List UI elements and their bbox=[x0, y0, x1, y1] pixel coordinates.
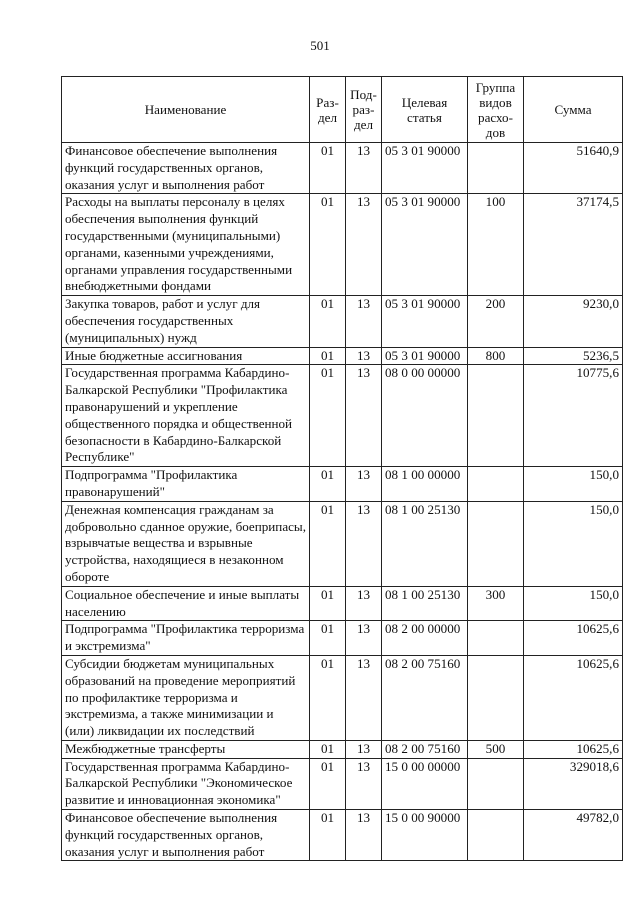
cell-group bbox=[468, 758, 524, 809]
table-row bbox=[62, 467, 623, 502]
header-podrazdel: Под- раз- дел bbox=[346, 77, 382, 143]
table-row bbox=[62, 621, 623, 656]
cell-name: Подпрограмма "Профилактика терроризма и экстремизма" bbox=[62, 621, 310, 656]
cell-group bbox=[468, 365, 524, 467]
cell-razdel: 01 bbox=[310, 347, 346, 365]
table-row bbox=[62, 810, 623, 861]
cell-summa: 150,0 bbox=[524, 586, 623, 621]
page-number: 501 bbox=[310, 38, 330, 53]
cell-summa: 49782,0 bbox=[524, 810, 623, 861]
cell-name: Социальное обеспечение и иные выплаты населению bbox=[62, 586, 310, 621]
cell-podrazdel: 13 bbox=[346, 810, 382, 861]
cell-summa: 10775,6 bbox=[524, 365, 623, 467]
cell-summa: 10625,6 bbox=[524, 740, 623, 758]
cell-statya: 08 2 00 75160 bbox=[382, 740, 468, 758]
cell-statya: 08 2 00 00000 bbox=[382, 621, 468, 656]
cell-razdel: 01 bbox=[310, 467, 346, 502]
cell-podrazdel: 13 bbox=[346, 194, 382, 296]
cell-razdel: 01 bbox=[310, 655, 346, 740]
cell-group bbox=[468, 143, 524, 194]
cell-podrazdel: 13 bbox=[346, 655, 382, 740]
cell-group: 100 bbox=[468, 194, 524, 296]
cell-statya: 08 1 00 25130 bbox=[382, 586, 468, 621]
cell-name: Подпрограмма "Профилактика правонарушений" bbox=[62, 467, 310, 502]
header-group: Группа видов расхо- дов bbox=[468, 77, 524, 143]
cell-summa: 51640,9 bbox=[524, 143, 623, 194]
table-row bbox=[62, 296, 623, 347]
table-row bbox=[62, 347, 623, 365]
cell-razdel: 01 bbox=[310, 296, 346, 347]
cell-podrazdel: 13 bbox=[346, 586, 382, 621]
cell-group: 300 bbox=[468, 586, 524, 621]
cell-razdel: 01 bbox=[310, 501, 346, 586]
cell-statya: 05 3 01 90000 bbox=[382, 194, 468, 296]
cell-summa: 5236,5 bbox=[524, 347, 623, 365]
cell-summa: 37174,5 bbox=[524, 194, 623, 296]
cell-razdel: 01 bbox=[310, 740, 346, 758]
cell-name: Расходы на выплаты персоналу в целях обеспечения выполнения функций государственными (муниципальными) органами, казенными учреждениями, органами управления государственными внебюджетными фондами bbox=[62, 194, 310, 296]
cell-summa: 10625,6 bbox=[524, 655, 623, 740]
cell-summa: 9230,0 bbox=[524, 296, 623, 347]
cell-podrazdel: 13 bbox=[346, 758, 382, 809]
cell-statya: 05 3 01 90000 bbox=[382, 347, 468, 365]
cell-podrazdel: 13 bbox=[346, 621, 382, 656]
cell-group bbox=[468, 467, 524, 502]
cell-summa: 10625,6 bbox=[524, 621, 623, 656]
cell-razdel: 01 bbox=[310, 365, 346, 467]
header-name: Наименование bbox=[62, 77, 310, 143]
table-row bbox=[62, 143, 623, 194]
cell-podrazdel: 13 bbox=[346, 501, 382, 586]
cell-podrazdel: 13 bbox=[346, 740, 382, 758]
header-razdel: Раз- дел bbox=[310, 77, 346, 143]
cell-razdel: 01 bbox=[310, 758, 346, 809]
cell-name: Межбюджетные трансферты bbox=[62, 740, 310, 758]
cell-name: Закупка товаров, работ и услуг для обеспечения государственных (муниципальных) нужд bbox=[62, 296, 310, 347]
cell-name: Субсидии бюджетам муниципальных образований на проведение мероприятий по профилактике терроризма и экстремизма, а также минимизации и (или) ликвидации их последствий bbox=[62, 655, 310, 740]
table-row bbox=[62, 655, 623, 740]
table-row bbox=[62, 194, 623, 296]
cell-razdel: 01 bbox=[310, 586, 346, 621]
budget-table bbox=[61, 76, 623, 861]
cell-group: 200 bbox=[468, 296, 524, 347]
table-row bbox=[62, 758, 623, 809]
cell-razdel: 01 bbox=[310, 194, 346, 296]
cell-group: 800 bbox=[468, 347, 524, 365]
cell-statya: 08 1 00 00000 bbox=[382, 467, 468, 502]
cell-statya: 05 3 01 90000 bbox=[382, 296, 468, 347]
cell-podrazdel: 13 bbox=[346, 365, 382, 467]
cell-razdel: 01 bbox=[310, 143, 346, 194]
table-row bbox=[62, 586, 623, 621]
table-row bbox=[62, 501, 623, 586]
cell-razdel: 01 bbox=[310, 810, 346, 861]
table-row bbox=[62, 740, 623, 758]
cell-name: Государственная программа Кабардино-Балкарской Республики "Экономическое развитие и инновационная экономика" bbox=[62, 758, 310, 809]
cell-statya: 15 0 00 90000 bbox=[382, 810, 468, 861]
cell-name: Государственная программа Кабардино-Балкарской Республики "Профилактика правонарушений и укрепление общественного порядка и общественной безопасности в Кабардино-Балкарской Республике" bbox=[62, 365, 310, 467]
cell-statya: 08 0 00 00000 bbox=[382, 365, 468, 467]
cell-podrazdel: 13 bbox=[346, 467, 382, 502]
cell-group bbox=[468, 810, 524, 861]
header-statya: Целевая статья bbox=[382, 77, 468, 143]
cell-podrazdel: 13 bbox=[346, 296, 382, 347]
cell-group bbox=[468, 655, 524, 740]
cell-name: Денежная компенсация гражданам за добровольно сданное оружие, боеприпасы, взрывчатые вещества и взрывные устройства, находящиеся в незаконном обороте bbox=[62, 501, 310, 586]
header-summa: Сумма bbox=[524, 77, 623, 143]
cell-name: Иные бюджетные ассигнования bbox=[62, 347, 310, 365]
cell-group: 500 bbox=[468, 740, 524, 758]
cell-summa: 150,0 bbox=[524, 501, 623, 586]
cell-statya: 15 0 00 00000 bbox=[382, 758, 468, 809]
cell-podrazdel: 13 bbox=[346, 347, 382, 365]
cell-summa: 150,0 bbox=[524, 467, 623, 502]
cell-group bbox=[468, 501, 524, 586]
cell-statya: 08 2 00 75160 bbox=[382, 655, 468, 740]
table-row bbox=[62, 365, 623, 467]
cell-summa: 329018,6 bbox=[524, 758, 623, 809]
cell-name: Финансовое обеспечение выполнения функций государственных органов, оказания услуг и выполнения работ bbox=[62, 143, 310, 194]
cell-podrazdel: 13 bbox=[346, 143, 382, 194]
cell-name: Финансовое обеспечение выполнения функций государственных органов, оказания услуг и выполнения работ bbox=[62, 810, 310, 861]
header-row bbox=[62, 77, 623, 143]
cell-statya: 08 1 00 25130 bbox=[382, 501, 468, 586]
cell-statya: 05 3 01 90000 bbox=[382, 143, 468, 194]
cell-group bbox=[468, 621, 524, 656]
cell-razdel: 01 bbox=[310, 621, 346, 656]
